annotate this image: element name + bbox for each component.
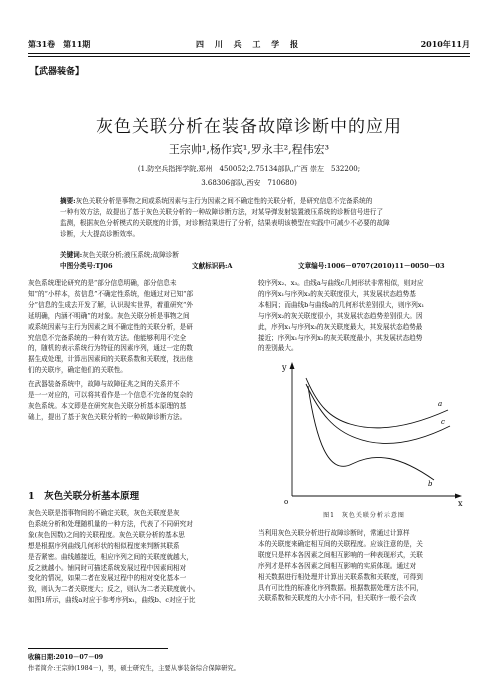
left-paragraph-1: 灰色系统理论研究的是“部分信息明确，部分信息未 知”的“小样本，贫信息”不确定性系统，他通过对已知“部 分”信息的生成去开发了解，认识现实世界，着重研究“外 延明确，内涵不明确”的对象。灰色关联分析是事物之间 或系统因素与主行为因素之间不确定性的关联分析，是研 究信息不完备系统的一种有效方法。他能够利用不完全 的，随机的表示系统行为特征的因素序列，通过一定的数 据生成处理，计算出因素间的关联系数和关联度，找出他 们的关联序，确定他们的关联性。 — [28, 279, 194, 375]
curve-a-label: a — [438, 400, 443, 408]
abstract-label: 摘要: — [60, 197, 76, 205]
y-axis-arrow — [290, 362, 295, 369]
keywords — [60, 249, 179, 259]
right-paragraph-1: 较序列x₂、x₃。由线a与曲线c几何形状非常相似，则对应 的序列x₁与序列x₃的灰关联度很大，其发展状态趋势基 本相同；而曲线b与曲线a的几何形状差别很大，则序列x₁ 与序列x₂的灰关联度很小，其发展状态趋势差别很大。因 此，序列x₁与序列x₃的灰关联度最大，其发展状态趋势最 接近；序列x₁与序列x₂的灰关联度最小，其发展状态趋势 的差别最大。 — [258, 279, 425, 353]
header-rule-thin — [28, 56, 470, 57]
affiliation-line-2: 3.68306部队,西安 710680) — [201, 179, 297, 187]
figure-1-diagram — [258, 356, 470, 506]
keywords-label: 关键词: — [60, 251, 83, 259]
curve-c-label: c — [441, 418, 445, 426]
origin-label: o — [284, 498, 289, 506]
article-number: 文章编号:1006－0707(2010)11－0050－03 — [298, 262, 445, 270]
keywords-text: 灰色关联分析;液压系统;故障诊断 — [82, 251, 179, 259]
curve-b-label: b — [428, 480, 433, 488]
article-title: 灰色关联分析在装备故障诊断中的应用 — [96, 117, 402, 137]
abstract-line: 监测，根据灰色分析模式的关联度的计算，对诊断结果进行了分析，结果表明该模型在实践中可减少不必要的故障 — [60, 219, 390, 227]
header-volume: 第31卷 第11期 — [28, 39, 91, 49]
abstract-line: 诊断，大大提高诊断效率。 — [60, 230, 140, 238]
curve-a — [306, 378, 448, 428]
section-label: 【武器装备】 — [30, 67, 85, 77]
x-axis-arrow — [455, 494, 462, 499]
abstract-line: 摘要:灰色关联分析是事物之间或系统因素与主行为因素之间不确定性的关联分析，是研究信息不完备系统的 — [60, 197, 373, 205]
left-paragraph-3: 灰色关联是指事物间的不确定关联，灰色关联度是灰 色系统分析和处理随机量的一种方法，代表了不同研究对 象(灰色因数)之间的关联程度。灰色关联分析的基本思 想是根据序列曲线几何形状的相似程度来判断其联系 是否紧密。曲线越接近，相应序列之间的关联度就越大， 反之就越小。铺同时可描述系统发展过程中因素间相对 变化的情况，如果二者在发展过程中的相对变化基本一 致，则认为二者关联度大；反之，则认为二者关联度就小。 如图1所示，曲线a对应于参考序列x₁，曲线b、c对应于比 — [28, 509, 200, 605]
left-paragraph-2: 在武器装备系统中，故障与故障征兆之间的关系并不 是一一对应的，可以将其看作是一个信息不完备的复杂的 灰色系统。本文即是在研究灰色关联分析基本原理的基 础上，提出了基于灰色关联分析的一种故障诊断方法。 — [28, 380, 193, 421]
affiliation-line-1: (1.防空兵指挥学院,郑州 450052;2.75134部队,广西 崇左 532200; — [137, 165, 361, 173]
header-rule — [28, 53, 470, 54]
header-date: 2010年11月 — [420, 39, 470, 49]
figure-caption: 图1 灰色关联分析示意图 — [323, 512, 405, 519]
right-paragraph-2: 当利用灰色关联分析进行故障诊断时，常通过计算样 本的关联度来确定相互间的关联程度。应该注意的是，关 联度只是样本各因素之间相互影响的一种表现形式，关联 序列才是样本各因素之间相互影响的实质体现。通过对 相关数据进行相处理并计算出关联系数和关联度，可得到 具有可比性的标准化序列数据。根据数据处理方法不同， 关联系数和关联度的大小亦不同，但关联序一般不会改 — [258, 529, 423, 603]
document-code: 文献标识码:A — [192, 262, 233, 270]
authors: 王宗帅¹,杨作宾¹,罗永丰²,程伟宏³ — [168, 143, 330, 156]
y-axis-label: y — [282, 363, 287, 372]
received-date: 收稿日期:2010－07－09 — [28, 654, 104, 661]
running-header — [28, 38, 470, 52]
x-axis-label: x — [458, 499, 463, 506]
curve-c — [306, 384, 450, 443]
clc-number: 中图分类号:TJ06 — [60, 262, 113, 270]
section-heading-1: 1 灰色关联分析基本原理 — [28, 491, 140, 502]
header-journal: 四 川 兵 工 学 报 — [196, 39, 302, 49]
curve-b — [308, 386, 434, 480]
footnote-rule — [28, 648, 168, 649]
abstract — [60, 196, 442, 240]
abstract-line: 一种有效方法，故提出了基于灰色关联分析的一种故障诊断方法，对某导弹发射装置液压系统的诊断信号进行了 — [60, 208, 384, 216]
author-bio: 作者简介:王宗帅(1984－)，男，硕士研究生，主要从事装备综合保障研究。 — [28, 665, 240, 672]
